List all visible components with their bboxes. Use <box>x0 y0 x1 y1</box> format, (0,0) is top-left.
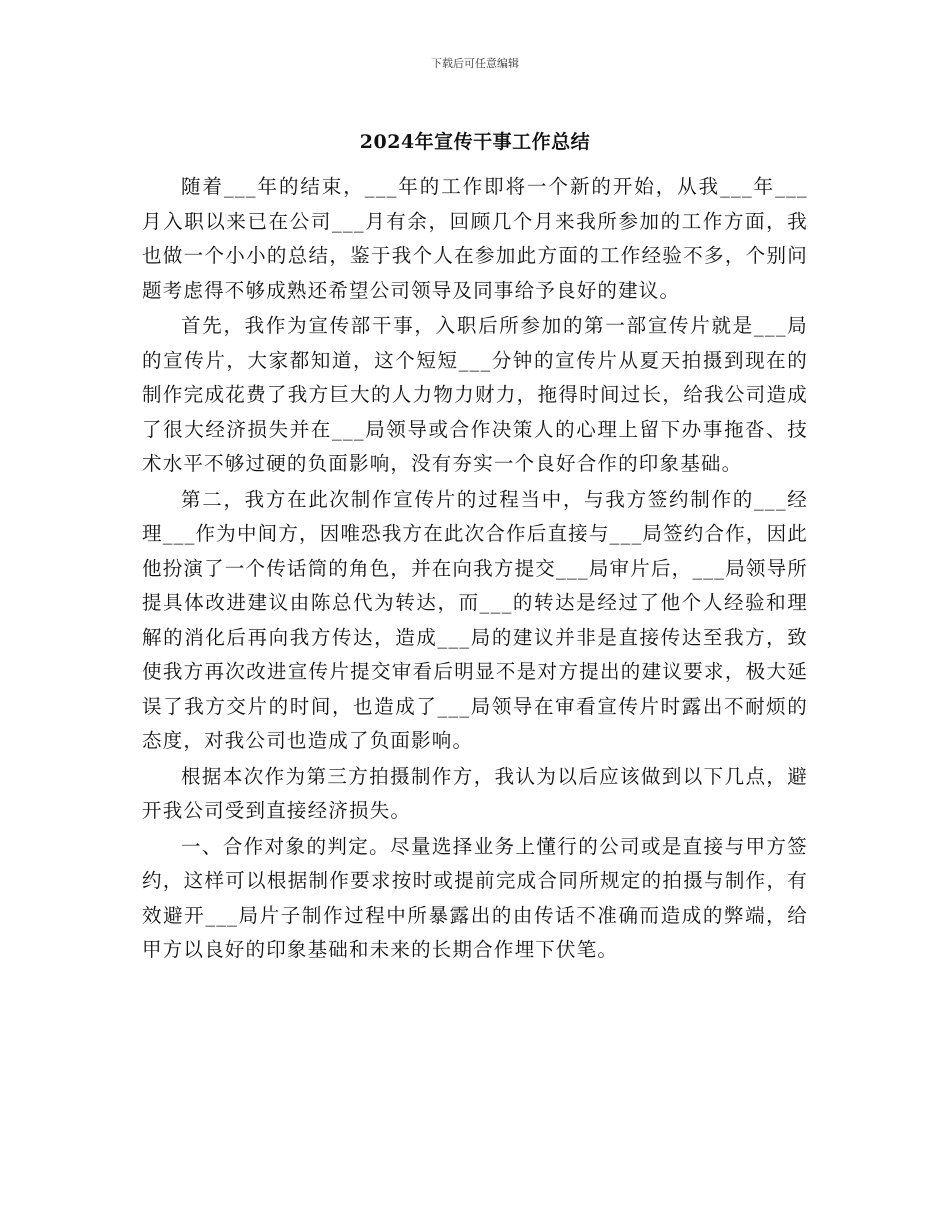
paragraph: 一、合作对象的判定。尽量选择业务上懂行的公司或是直接与甲方签约，这样可以根据制作要求按时或提前完成合同所规定的拍摄与制作，有效避开___局片子制作过程中所暴露出的由传话不准确而造成的弊端，给甲方以良好的印象基础和未来的长期合作埋下伏笔。 <box>142 834 808 961</box>
paragraph: 首先，我作为宣传部干事，入职后所参加的第一部宣传片就是___局的宣传片，大家都知道，这个短短___分钟的宣传片从夏天拍摄到现在的制作完成花费了我方巨大的人力物力财力，拖得时间过长，给我公司造成了很大经济损失并在___局领导或合作决策人的心理上留下办事拖沓、技术水平不够过硬的负面影响，没有夯实一个良好合作的印象基础。 <box>142 314 808 475</box>
paragraph: 第二，我方在此次制作宣传片的过程当中，与我方签约制作的___经理___作为中间方，因唯恐我方在此次合作后直接与___局签约合作，因此他扮演了一个传话筒的角色，并在向我方提交___局审片后，___局领导所提具体改进建议由陈总代为转达，而___的转达是经过了他个人经验和理解的消化后再向我方传达，造成___局的建议并非是直接传达至我方，致使我方再次改进宣传片提交审看后明显不是对方提出的建议要求，极大延误了我方交片的时间，也造成了___局领导在审看宣传片时露出不耐烦的态度，对我公司也造成了负面影响。 <box>142 487 809 752</box>
document-body <box>142 170 808 969</box>
document-title: 2024年宣传干事工作总结 <box>359 131 591 153</box>
header-note: 下载后可任意编辑 <box>431 57 519 70</box>
paragraph: 根据本次作为第三方拍摄制作方，我认为以后应该做到以下几点，避开我公司受到直接经济损失。 <box>142 764 808 822</box>
paragraph: 随着___年的结束，___年的工作即将一个新的开始，从我___年___月入职以来已在公司___月有余，回顾几个月来我所参加的工作方面，我也做一个小小的总结，鉴于我个人在参加此方面的工作经验不多，个别问题考虑得不够成熟还希望公司领导及同事给予良好的建议。 <box>142 175 808 302</box>
